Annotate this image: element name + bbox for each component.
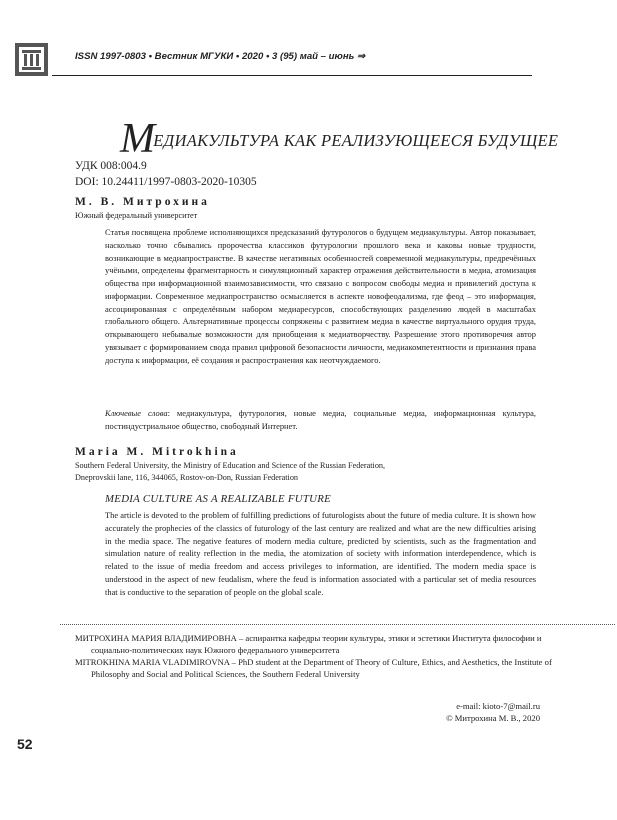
abstract-ru: Статья посвящена проблеме исполняющихся предсказаний футурологов о будущем медиакультуры. Автор показывает, насколько точно сбывались пророчества классиков футурологии прошлого века и каковы новые трудности, возникающие в медиапространстве. В качестве негативных особенностей современной медиакультуры, предречённых учёными, определены фрагментарность и симуляционный характер отражения действительности в медиа, атомизация общества при информационной взаимозависимости, что связано с вопросом свободы медиа и привилегий доступа к информации. Современное медиапространство осмысляется в аспекте новофеодализма, где феод – это информация, ассоциированная с определённым набором медиаресурсов, способствующих разделению людей в масштабах глобального общего. Альтернативные процессы сопряжены с развитием медиа в качестве виртуального орудия труда, открывающего небывалые возможности для приобщения к медиатворчеству. Разрешение этого противоречия автор увязывает с формированием свода правил цифровой безопасности личности, медиакомпетентности и признания права доступа к информации, её создания и распространения как неотчуждаемого. (105, 227, 536, 365)
title-initial: М (120, 116, 156, 162)
doi: DOI: 10.24411/1997-0803-2020-10305 (75, 176, 257, 188)
udc: УДК 008:004.9 (75, 160, 147, 172)
keywords-text: : медиакультура, футурология, новые медиа, социальные медиа, информационная культура, постиндустриальное общество, свободный Интернет. (105, 408, 536, 431)
issn: ISSN 1997-0803 (75, 51, 146, 62)
copyright: © Митрохина М. В., 2020 (446, 713, 540, 723)
divider (60, 624, 615, 625)
keywords-ru (105, 407, 536, 433)
author-en: Maria M. Mitrokhina (75, 446, 239, 458)
article-title (120, 112, 559, 162)
keywords-label: Ключевые слова (105, 408, 168, 418)
affiliation-ru: Южный федеральный университет (75, 211, 198, 220)
header-rule (52, 75, 532, 76)
issue: 3 (95) май – июнь (272, 51, 355, 62)
journal-logo-icon (15, 43, 48, 76)
bio-en: MITROKHINA MARIA VLADIMIROVNA – PhD student at the Department of Theory of Culture, Ethics, and Aesthetics, the Institute of Philosophy and Social and Political Sciences, the Southern Federal University (75, 657, 552, 679)
page-number: 52 (17, 736, 33, 752)
next-arrow-icon: ⇒ (357, 51, 366, 62)
year: 2020 (241, 51, 264, 62)
affiliation-en-line2: Dneprovskii lane, 116, 344065, Rostov-on-Don, Russian Federation (75, 473, 299, 482)
email: e-mail: kioto-7@mail.ru (456, 701, 540, 711)
title-rest: ЕДИАКУЛЬТУРА КАК РЕАЛИЗУЮЩЕЕСЯ БУДУЩЕЕ (153, 131, 559, 150)
article-title-en: MEDIA CULTURE AS A REALIZABLE FUTURE (105, 493, 332, 505)
running-header: ISSN 1997-0803 • Вестник МГУКИ • 2020 • 3 (95) май – июнь ⇒ (75, 51, 366, 62)
journal-name: Вестник МГУКИ (154, 51, 234, 62)
author-ru: М. В. Митрохина (75, 196, 210, 208)
affiliation-en-line1: Southern Federal University, the Ministry of Education and Science of the Russian Federation, (75, 461, 386, 470)
bio-ru: МИТРОХИНА МАРИЯ ВЛАДИМИРОВНА – аспирантка кафедры теории культуры, этики и эстетики Института философии и социально-политических наук Южного федерального университета (75, 633, 542, 655)
abstract-en: The article is devoted to the problem of fulfilling predictions of futurologists about the future of media culture. It is shown how accurately the prophecies of the classics of futurology of the last century are realized and what are the new difficulties arising in the media space. The negative features of modern media culture, predicted by scientists, such as the fragmentation and simulation nature of reality reflection in the media, the atomization of society with information interdependence, which is related to the issue of media freedom and access privileges to information, are identified. The modern media space is understood in the aspect of new feudalism, where the feud is information associated with a particular set of media resources that is conductive to the separation of people on the global scale. (105, 510, 536, 597)
